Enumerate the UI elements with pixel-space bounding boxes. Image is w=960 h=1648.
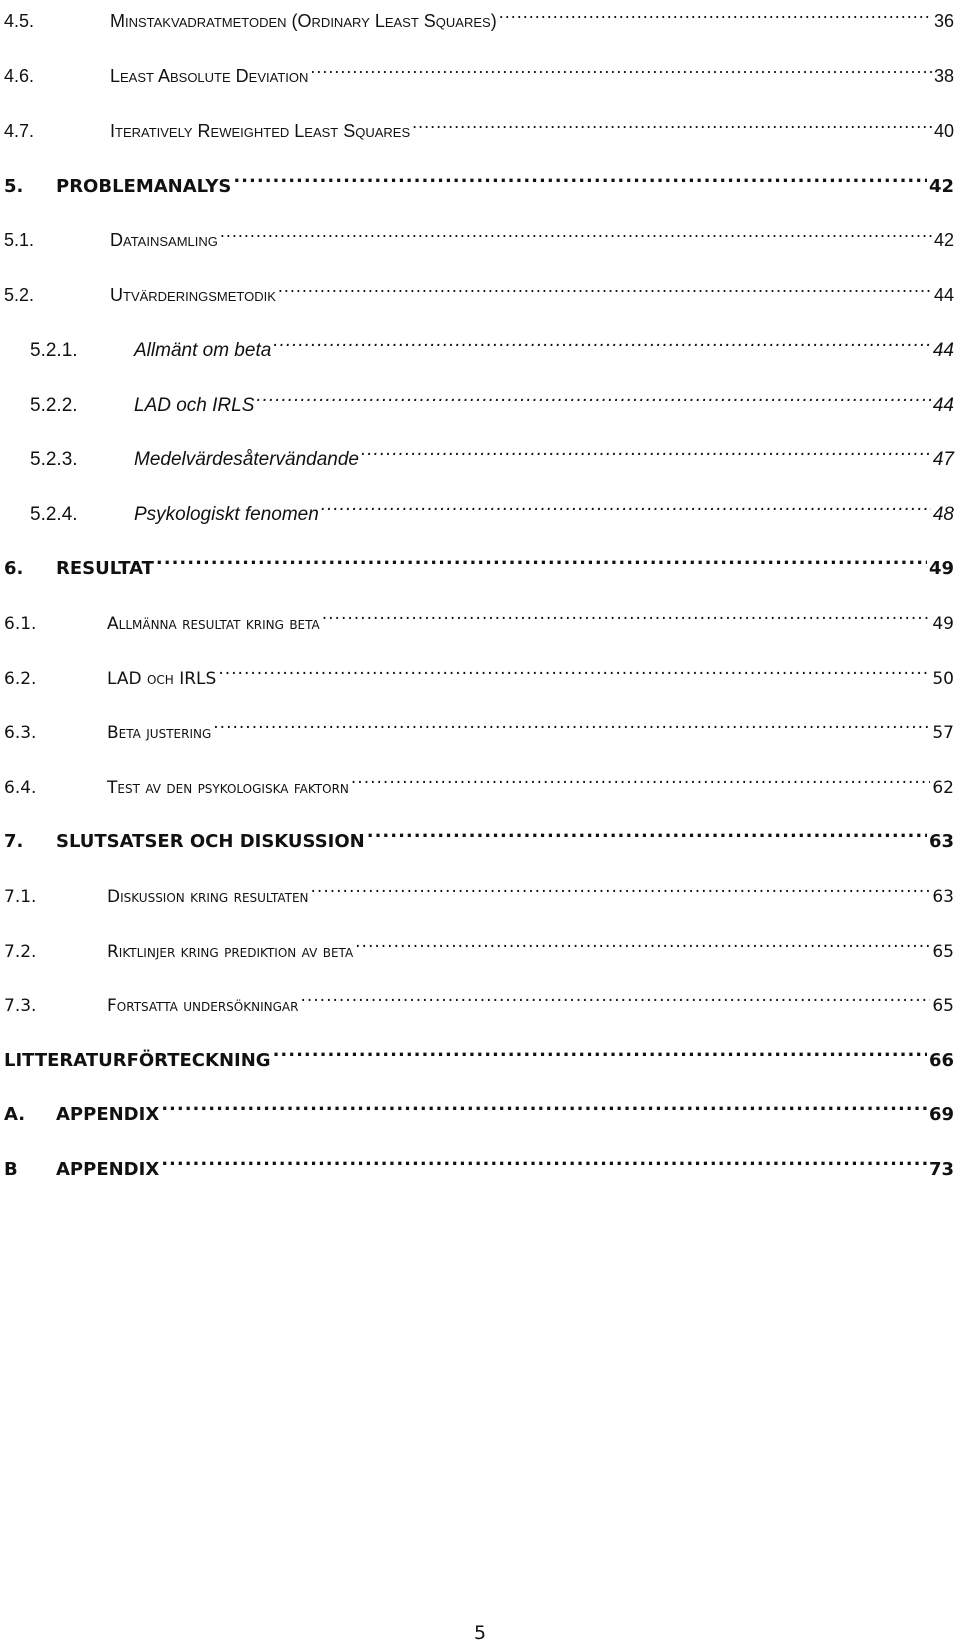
toc-entry-page: 63: [932, 887, 954, 907]
toc-entry-title: Beta justering: [107, 723, 212, 743]
toc-entry-title: Least Absolute Deviation: [110, 66, 309, 86]
toc-entry[interactable]: [4, 981, 954, 1016]
toc-entry-page: 65: [932, 942, 954, 962]
toc-entry[interactable]: [4, 544, 954, 579]
toc-entry-title: Diskussion kring resultaten: [107, 887, 309, 907]
toc-entry[interactable]: [4, 817, 954, 852]
toc-entry-title: LAD och IRLS: [107, 669, 217, 689]
toc-entry[interactable]: [4, 216, 954, 250]
page-number: 5: [473, 1622, 487, 1644]
dot-leader: [351, 763, 930, 793]
toc-entry-title: LAD och IRLS: [134, 395, 255, 416]
toc-entry-number: 5.: [4, 176, 24, 197]
toc-entry-page: 38: [933, 66, 954, 86]
toc-entry[interactable]: [4, 654, 954, 689]
dot-leader: [412, 107, 932, 137]
toc-entry-page: 66: [928, 1050, 954, 1071]
toc-entry-page: 69: [928, 1104, 954, 1125]
toc-entry-page: 44: [932, 340, 954, 361]
toc-entry[interactable]: [4, 763, 954, 798]
dot-leader: [256, 381, 930, 411]
dot-leader: [310, 52, 932, 82]
toc-entry-number: 6.2.: [4, 669, 37, 689]
toc-entry-number: 6.: [4, 558, 24, 579]
dot-leader: [367, 817, 927, 847]
dot-leader: [273, 326, 931, 356]
toc-entry-page: 62: [932, 778, 954, 798]
toc-entry-page: 47: [932, 449, 954, 470]
toc-entry-title: Minstakvadratmetoden (Ordinary Least Squares): [110, 11, 497, 31]
toc-entry-number: 5.2.1.: [30, 340, 78, 361]
dot-leader: [213, 708, 930, 738]
toc-entry[interactable]: [4, 271, 954, 305]
toc-entry-page: 57: [932, 723, 954, 743]
toc-entry-title: Allmänt om beta: [134, 340, 272, 361]
toc-entry[interactable]: [4, 435, 954, 470]
toc-entry-page: 42: [928, 176, 954, 197]
toc-entry-title: RESULTAT: [56, 558, 154, 579]
toc-entry-page: 44: [933, 285, 954, 305]
toc-entry-number: 7.1.: [4, 887, 37, 907]
toc-entry-title: Riktlinjer kring prediktion av beta: [107, 942, 354, 962]
toc-entry-page: 50: [932, 669, 954, 689]
toc-entry-title: Fortsatta undersökningar: [107, 996, 299, 1016]
toc-entry-page: 44: [932, 395, 954, 416]
toc-entry-number: A.: [4, 1104, 26, 1125]
toc-entry-number: 4.5.: [4, 11, 35, 31]
toc-entry[interactable]: [4, 1036, 954, 1071]
toc-entry-title: PROBLEMANALYS: [56, 176, 232, 197]
toc-entry-number: 5.2.3.: [30, 449, 78, 470]
toc-entry[interactable]: [4, 708, 954, 743]
dot-leader: [311, 872, 931, 902]
toc-entry-page: 73: [928, 1159, 954, 1180]
toc-entry[interactable]: [4, 162, 954, 197]
toc-entry-title: Medelvärdesåtervändande: [134, 449, 359, 470]
dot-leader: [156, 544, 927, 574]
toc-entry-title: Test av den psykologiska faktorn: [107, 778, 349, 798]
dot-leader: [355, 927, 930, 957]
toc-entry-page: 49: [928, 558, 954, 579]
toc-entry[interactable]: [4, 490, 954, 525]
toc-entry-page: 65: [932, 996, 954, 1016]
toc-entry-page: 40: [933, 121, 954, 141]
toc-entry-number: 5.2.: [4, 285, 35, 305]
toc-entry[interactable]: [4, 52, 954, 86]
dot-leader: [321, 490, 931, 520]
dot-leader: [499, 0, 932, 27]
toc-entry-number: 7.3.: [4, 996, 37, 1016]
toc-entry[interactable]: [4, 872, 954, 907]
toc-entry-number: 6.4.: [4, 778, 37, 798]
dot-leader: [161, 1145, 927, 1175]
dot-leader: [300, 981, 930, 1011]
toc-entry[interactable]: [4, 107, 954, 141]
dot-leader: [161, 1090, 927, 1120]
toc-entry[interactable]: [4, 0, 954, 31]
toc-entry-title: APPENDIX: [56, 1159, 160, 1180]
dot-leader: [361, 435, 931, 465]
toc-entry-number: 6.3.: [4, 723, 37, 743]
toc-entry-number: 6.1.: [4, 614, 37, 634]
dot-leader: [220, 216, 932, 246]
toc-entry-number: 5.1.: [4, 230, 35, 250]
toc-entry[interactable]: [4, 326, 954, 361]
toc-entry-number: 4.7.: [4, 121, 35, 141]
toc-entry-page: 48: [932, 504, 954, 525]
toc-entry-page: 42: [933, 230, 954, 250]
toc-entry-number: 7.2.: [4, 942, 37, 962]
toc-entry-title: APPENDIX: [56, 1104, 160, 1125]
toc-entry[interactable]: [4, 599, 954, 634]
dot-leader: [218, 654, 930, 684]
toc-entry-number: B: [4, 1159, 18, 1180]
toc-entry-page: 49: [932, 614, 954, 634]
toc-entry-page: 36: [933, 11, 954, 31]
dot-leader: [233, 162, 927, 192]
toc-entry[interactable]: [4, 1090, 954, 1125]
toc-entry-number: 5.2.2.: [30, 395, 78, 416]
dot-leader: [278, 271, 932, 301]
toc-entry-title: SLUTSATSER OCH DISKUSSION: [56, 831, 365, 852]
toc-entry-title: Psykologiskt fenomen: [134, 504, 319, 525]
toc-entry-title: Utvärderingsmetodik: [110, 285, 276, 305]
toc-entry-title: Datainsamling: [110, 230, 218, 250]
toc-entry-number: 5.2.4.: [30, 504, 78, 525]
toc-entry-title: Iteratively Reweighted Least Squares: [110, 121, 411, 141]
toc-entry-number: 7.: [4, 831, 24, 852]
toc-entry[interactable]: [4, 927, 954, 962]
toc-entry[interactable]: [4, 381, 954, 416]
toc-entry-title: LITTERATURFÖRTECKNING: [4, 1050, 271, 1071]
dot-leader: [273, 1036, 927, 1066]
dot-leader: [322, 599, 931, 629]
toc-entry-page: 63: [928, 831, 954, 852]
toc-entry[interactable]: [4, 1145, 954, 1180]
toc-entry-number: 4.6.: [4, 66, 35, 86]
toc-entry-title: Allmänna resultat kring beta: [107, 614, 320, 634]
